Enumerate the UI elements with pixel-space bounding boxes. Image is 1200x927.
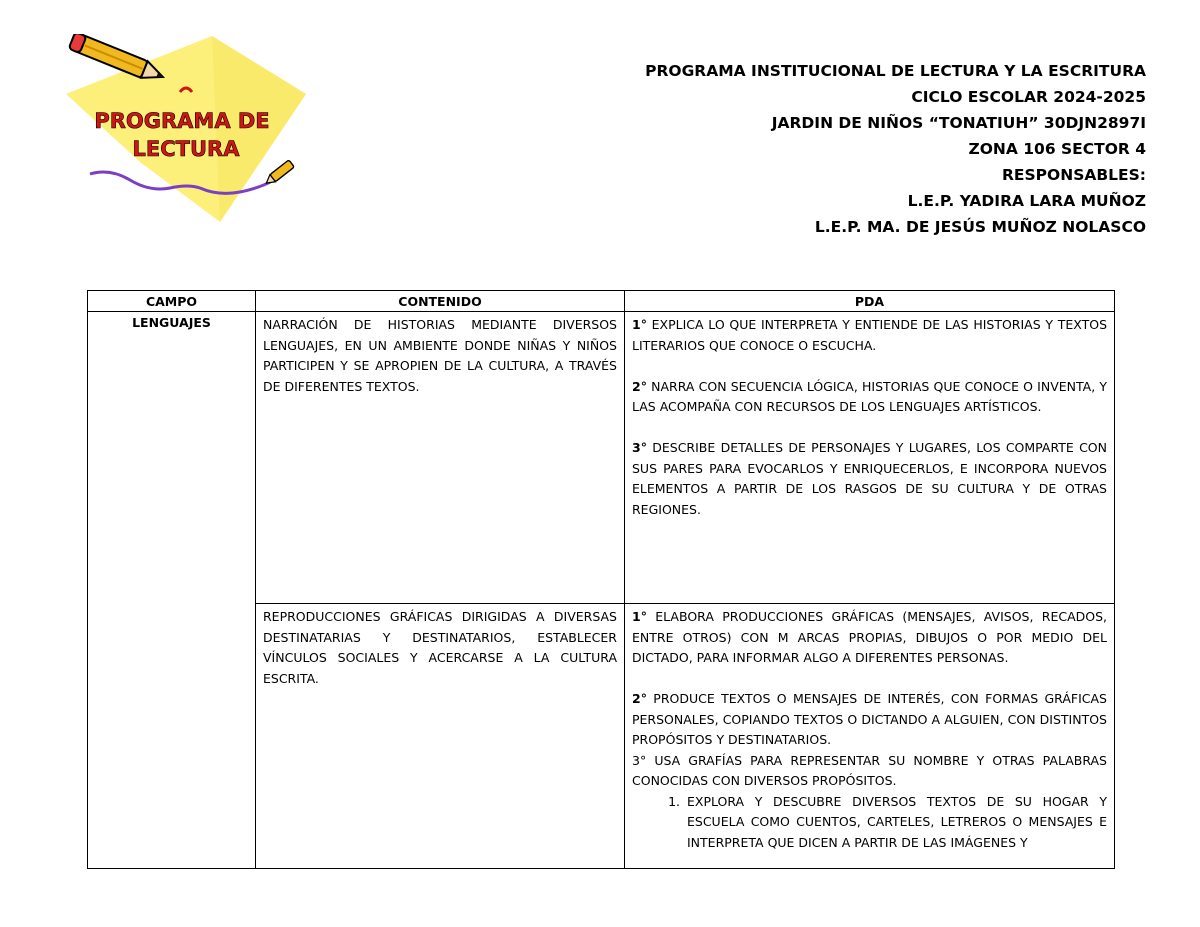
program-title: PROGRAMA INSTITUCIONAL DE LECTURA Y LA ESCRITURA	[645, 62, 1146, 80]
pda-item: 3° DESCRIBE DETALLES DE PERSONAJES Y LUGARES, LOS COMPARTE CON SUS PARES PARA EVOCARLOS Y ENRIQUECERLOS, E INCORPORA NUEVOS ELEMENTOS A PARTIR DE LOS RASGOS DE SU CULTURA Y DE OTRAS REGIONES.	[632, 440, 1107, 517]
table-row	[88, 312, 1115, 604]
responsable-2: L.E.P. MA. DE JESÚS MUÑOZ NOLASCO	[814, 218, 1146, 236]
responsable-1: L.E.P. YADIRA LARA MUÑOZ	[907, 192, 1146, 210]
pda-item: 1° EXPLICA LO QUE INTERPRETA Y ENTIENDE DE LAS HISTORIAS Y TEXTOS LITERARIOS QUE CONOCE O ESCUCHA.	[632, 317, 1107, 353]
contenido-text: NARRACIÓN DE HISTORIAS MEDIANTE DIVERSOS LENGUAJES, EN UN AMBIENTE DONDE NIÑAS Y NIÑOS PARTICIPEN Y SE APROPIEN DE LA CULTURA, A TRAVÉS DE DIFERENTES TEXTOS.	[263, 317, 617, 394]
pda-item: 2° PRODUCE TEXTOS O MENSAJES DE INTERÉS, CON FORMAS GRÁFICAS PERSONALES, COPIANDO TEXTOS O DICTANDO A ALGUIEN, CON DISTINTOS PROPÓSITOS Y DESTINATARIOS.	[632, 691, 1107, 747]
campo-cell: LENGUAJES	[88, 312, 256, 869]
header-campo: CAMPO	[88, 291, 256, 312]
school-name: JARDIN DE NIÑOS “TONATIUH” 30DJN2897I	[771, 114, 1146, 132]
pda-cell	[625, 604, 1115, 869]
document-header	[645, 58, 1146, 240]
logo-title-line1: PROGRAMA DE	[94, 109, 270, 133]
contenido-text: REPRODUCCIONES GRÁFICAS DIRIGIDAS A DIVERSAS DESTINATARIAS Y DESTINATARIOS, ESTABLECER VÍNCULOS SOCIALES Y ACERCARSE A LA CULTURA ESCRITA.	[263, 609, 617, 686]
contenido-cell	[256, 604, 625, 869]
pda-item: 2° NARRA CON SECUENCIA LÓGICA, HISTORIAS QUE CONOCE O INVENTA, Y LAS ACOMPAÑA CON RECURSOS DE LOS LENGUAJES ARTÍSTICOS.	[632, 378, 1107, 414]
content-table	[87, 290, 1115, 869]
pda-item: 1° ELABORA PRODUCCIONES GRÁFICAS (MENSAJES, AVISOS, RECADOS, ENTRE OTROS) CON M ARCAS PROPIAS, DIBUJOS O POR MEDIO DEL DICTADO, PARA INFORMAR ALGO A DIFERENTES PERSONAS.	[632, 609, 1107, 665]
small-pencil-icon	[264, 160, 295, 187]
table-header-row	[88, 291, 1115, 312]
responsables-label: RESPONSABLES:	[1002, 166, 1146, 184]
header-pda: PDA	[625, 291, 1115, 312]
numbered-list	[632, 792, 1107, 854]
zone-sector: ZONA 106 SECTOR 4	[968, 140, 1146, 158]
program-logo	[62, 34, 308, 224]
logo-title-line2: LECTURA	[132, 137, 240, 161]
contenido-cell	[256, 312, 625, 604]
school-year: CICLO ESCOLAR 2024-2025	[911, 88, 1146, 106]
list-item: 1. EXPLORA Y DESCUBRE DIVERSOS TEXTOS DE SU HOGAR Y ESCUELA COMO CUENTOS, CARTELES, LETREROS O MENSAJES E INTERPRETA QUE DICEN A PARTIR DE LAS IMÁGENES Y	[684, 792, 1107, 854]
pda-item: 3° USA GRAFÍAS PARA REPRESENTAR SU NOMBRE Y OTRAS PALABRAS CONOCIDAS CON DIVERSOS PROPÓSITOS.	[632, 752, 1107, 788]
logo-graphic	[62, 34, 308, 224]
header-contenido: CONTENIDO	[256, 291, 625, 312]
pda-cell	[625, 312, 1115, 604]
